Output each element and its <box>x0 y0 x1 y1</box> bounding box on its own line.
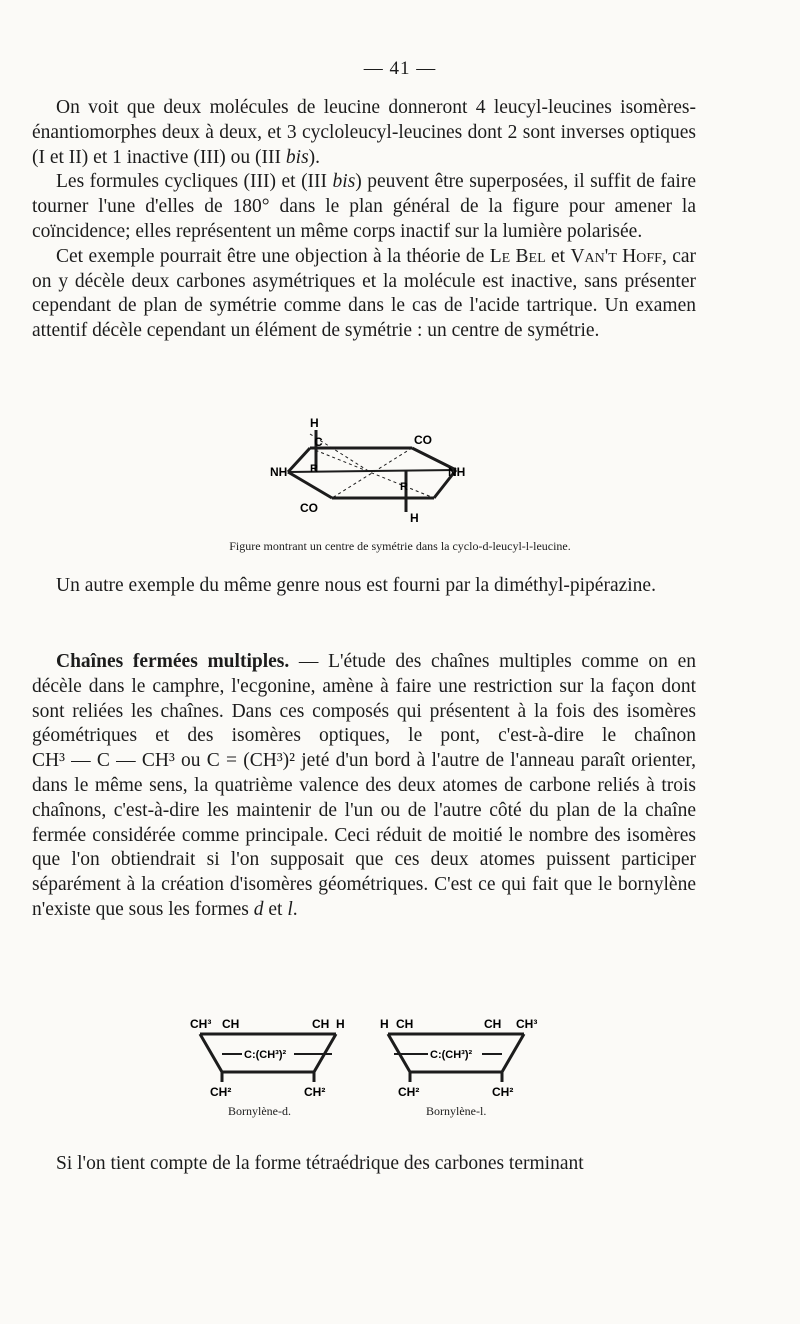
bornylene-l-bottom-1: CH² <box>398 1085 420 1099</box>
paragraph-2 <box>32 170 696 244</box>
paragraph-6: Si l'on tient compte de la forme tétraédrique des carbones terminant <box>56 1153 584 1174</box>
label-h-top: H <box>310 416 319 430</box>
bornylene-d-top-2: CH <box>222 1017 240 1031</box>
author-vant-hoff: Van't Hoff <box>570 245 662 267</box>
label-nh-right: NH <box>448 465 466 479</box>
paragraph-5-text-b: jeté d'un bord à l'autre de l'anneau paraît orienter, dans le même sens, la quatrième valence des deux atomes de carbone reliés à trois chaînons, c'est-à-dire les maintenir de l'un ou de l'autre côté du plan de la chaîne fermée considérée comme principale. Ceci réduit de moitié le nombre des isomères que l'on obtiendrait si l'on supposait que ces deux atomes puissent participer séparément à la création d'isomères géométriques. C'est ce qui fait que le bornylène n'existe que sous les formes <box>32 750 696 920</box>
paragraph-block-3 <box>32 650 696 923</box>
symmetry-figure <box>270 412 470 534</box>
page-number: — 41 — <box>363 58 437 79</box>
bornylene-d-top-3: CH <box>312 1017 330 1031</box>
label-nh-left: NH <box>270 465 288 479</box>
label-r-right: R <box>400 481 408 493</box>
paragraph-1-bis: bis <box>285 146 309 168</box>
label-co-right: CO <box>414 433 432 447</box>
paragraph-5-text-a: L'étude des chaînes multiples comme on en décèle dans le camphre, l'ecgonine, amène à faire une restriction sur la façon dont sont reliées les chaînes. Dans ces composés qui présentent à la fois des isomères géométriques et des isomères optiques, le pont, c'est-à-dire le chaînon <box>32 651 696 747</box>
label-r-left: R <box>310 463 318 475</box>
paragraph-1-end: ). <box>308 146 321 168</box>
paragraph-5-ou: ou <box>174 750 207 772</box>
author-le-bel: Le Bel <box>489 245 546 267</box>
bornylene-l-top-4: CH³ <box>516 1017 538 1031</box>
form-d: d <box>253 898 264 920</box>
bornylene-l-top-1: H <box>380 1017 389 1031</box>
section-heading: Chaînes fermées multiples. <box>56 651 290 672</box>
formula-c-ch3-2: C = (CH³)² <box>206 750 296 772</box>
paragraph-3 <box>32 245 696 344</box>
bornylene-d-figure <box>186 1012 366 1100</box>
bornylene-l-bottom-2: CH² <box>492 1085 514 1099</box>
bornylene-l-top-2: CH <box>396 1017 414 1031</box>
bornylene-d-bottom-2: CH² <box>304 1085 326 1099</box>
paragraph-5-end: . <box>292 898 298 920</box>
paragraph-5 <box>32 650 696 923</box>
paragraph-4: Un autre exemple du même genre nous est fourni par la diméthyl-pipérazine. <box>56 575 656 596</box>
paragraph-2-text-b: ) peuvent être superposées, il suffit de faire tourner l'une d'elles de 180° dans le plan général de la figure pour amener la coïncidence; elles représentent un même corps inactif sur la lumière polarisée. <box>32 171 696 242</box>
label-co-bottom: CO <box>300 501 318 515</box>
paragraph-3-text-a: Cet exemple pourrait être une objection à la théorie de <box>56 245 490 267</box>
formula-ch3-c-ch3: CH³ — C — CH³ <box>32 750 175 772</box>
paragraph-1 <box>32 96 696 170</box>
bornylene-d-bridge: C:(CH³)² <box>244 1049 287 1061</box>
paragraph-3-text-b: , car on y décèle deux carbones asymétriques et la molécule est inactive, sans présenter cependant de plan de symétrie comme dans le cas de l'acide tartrique. Un examen attentif décèle cependant un élément de symétrie : un centre de symétrie. <box>32 245 696 342</box>
heading-dash: — <box>289 651 329 672</box>
figure-1-caption: Figure montrant un centre de symétrie dans la cyclo-d-leucyl-l-leucine. <box>229 539 571 553</box>
paragraph-2-text-a: Les formules cycliques (III) et (III <box>56 171 333 193</box>
form-l: l <box>287 898 293 920</box>
bornylene-l-bridge: C:(CH³)² <box>430 1049 473 1061</box>
bornylene-d-caption: Bornylène-d. <box>228 1104 291 1118</box>
bornylene-d-bottom-1: CH² <box>210 1085 232 1099</box>
bornylene-l-caption: Bornylène-l. <box>426 1104 487 1118</box>
bornylene-l-figure <box>378 1012 558 1100</box>
label-c-left: C <box>314 435 323 449</box>
label-h-bottom: H <box>410 511 419 525</box>
paragraph-block-4 <box>32 1152 696 1177</box>
bornylene-l-top-3: CH <box>484 1017 502 1031</box>
bornylene-d-top-1: CH³ <box>190 1017 212 1031</box>
paragraph-block-2 <box>32 574 696 599</box>
paragraph-block-1 <box>32 96 696 344</box>
bornylene-d-top-4: H <box>336 1017 345 1031</box>
paragraph-2-bis: bis <box>332 171 356 193</box>
paragraph-5-et: et <box>263 898 288 920</box>
paragraph-3-and: et <box>545 245 571 267</box>
paragraph-1-text: On voit que deux molécules de leucine donneront 4 leucyl-leucines isomères-énantiomorphes deux à deux, et 3 cycloleucyl-leucines dont 2 sont inverses optiques (I et II) et 1 inactive (III) ou (III <box>32 97 696 168</box>
